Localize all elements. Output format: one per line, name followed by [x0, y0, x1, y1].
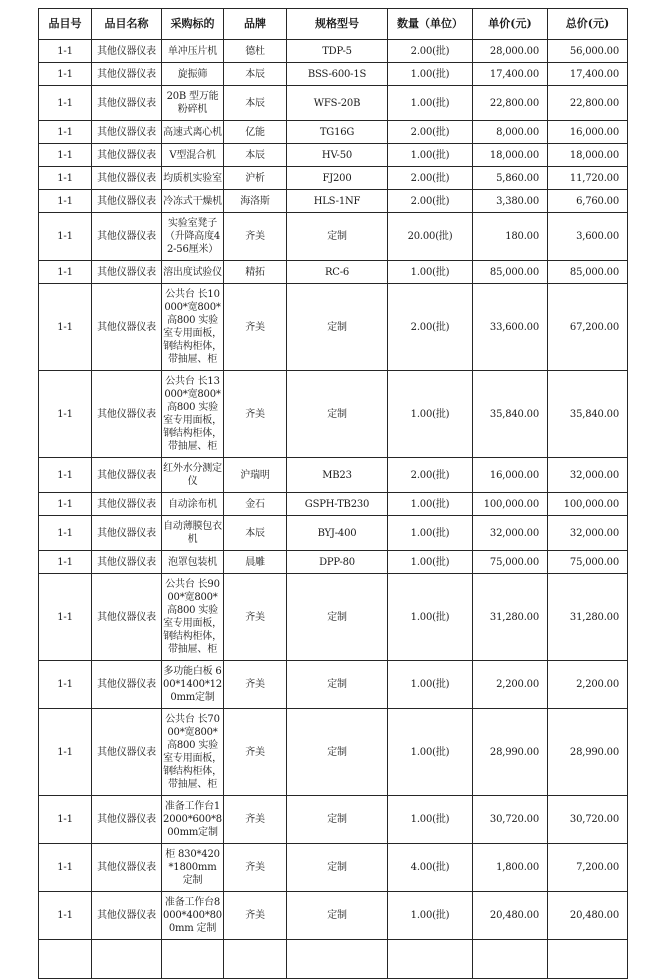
cell-brand: 沪析: [224, 167, 287, 190]
cell-brand: 金石: [224, 493, 287, 516]
cell-brand: 亿能: [224, 121, 287, 144]
table-row: [39, 284, 628, 371]
cell-procurement-target: [162, 940, 224, 979]
cell-brand: 本辰: [224, 516, 287, 551]
table-row: [39, 371, 628, 458]
table-row: [39, 709, 628, 796]
column-header-quantity-unit: 数量（单位）: [388, 9, 473, 40]
cell-unit-price: 180.00: [473, 213, 548, 261]
table-row: [39, 121, 628, 144]
cell-total-price: 17,400.00: [548, 63, 628, 86]
cell-procurement-target: 公共台 长7000*宽800*高800 实验室专用面板，钢结构柜体，带抽屉、柜: [162, 709, 224, 796]
cell-quantity: 1.00(批): [388, 516, 473, 551]
cell-total-price: 7,200.00: [548, 844, 628, 892]
cell-quantity: 2.00(批): [388, 284, 473, 371]
cell-item-no: 1-1: [39, 709, 92, 796]
cell-item-name: 其他仪器仪表: [92, 709, 162, 796]
cell-brand: [224, 940, 287, 979]
cell-spec-model: DPP-80: [287, 551, 388, 574]
cell-brand: 齐美: [224, 284, 287, 371]
cell-brand: 齐美: [224, 709, 287, 796]
cell-item-name: 其他仪器仪表: [92, 493, 162, 516]
cell-quantity: 1.00(批): [388, 86, 473, 121]
cell-unit-price: 20,480.00: [473, 892, 548, 940]
cell-spec-model: FJ200: [287, 167, 388, 190]
table-row: [39, 661, 628, 709]
table-row: [39, 892, 628, 940]
cell-spec-model: GSPH-TB230: [287, 493, 388, 516]
cell-item-name: 其他仪器仪表: [92, 661, 162, 709]
cell-total-price: 35,840.00: [548, 371, 628, 458]
cell-total-price: 2,200.00: [548, 661, 628, 709]
cell-brand: 齐美: [224, 892, 287, 940]
cell-item-no: [39, 940, 92, 979]
cell-brand: 海洛斯: [224, 190, 287, 213]
cell-quantity: 1.00(批): [388, 371, 473, 458]
cell-spec-model: BSS-600-1S: [287, 63, 388, 86]
table-row: [39, 190, 628, 213]
cell-item-no: 1-1: [39, 63, 92, 86]
cell-unit-price: 75,000.00: [473, 551, 548, 574]
cell-total-price: [548, 940, 628, 979]
cell-total-price: 32,000.00: [548, 516, 628, 551]
cell-item-no: 1-1: [39, 86, 92, 121]
table-row: [39, 844, 628, 892]
cell-item-no: 1-1: [39, 371, 92, 458]
table-row: [39, 144, 628, 167]
cell-spec-model: 定制: [287, 213, 388, 261]
table-row: [39, 261, 628, 284]
cell-quantity: 1.00(批): [388, 661, 473, 709]
cell-spec-model: RC-6: [287, 261, 388, 284]
cell-unit-price: 8,000.00: [473, 121, 548, 144]
cell-procurement-target: 旋振筛: [162, 63, 224, 86]
cell-item-no: 1-1: [39, 213, 92, 261]
cell-item-no: 1-1: [39, 167, 92, 190]
cell-brand: 晨雕: [224, 551, 287, 574]
cell-brand: 齐美: [224, 844, 287, 892]
cell-quantity: 4.00(批): [388, 844, 473, 892]
cell-quantity: 1.00(批): [388, 493, 473, 516]
cell-spec-model: 定制: [287, 709, 388, 796]
cell-item-no: 1-1: [39, 121, 92, 144]
column-header-procurement-target: 采购标的: [162, 9, 224, 40]
cell-item-no: 1-1: [39, 516, 92, 551]
cell-spec-model: MB23: [287, 458, 388, 493]
cell-unit-price: 3,380.00: [473, 190, 548, 213]
cell-total-price: 16,000.00: [548, 121, 628, 144]
table-row: [39, 63, 628, 86]
cell-unit-price: 16,000.00: [473, 458, 548, 493]
cell-spec-model: 定制: [287, 284, 388, 371]
cell-item-name: 其他仪器仪表: [92, 284, 162, 371]
table-row: [39, 458, 628, 493]
cell-quantity: 1.00(批): [388, 261, 473, 284]
cell-unit-price: 31,280.00: [473, 574, 548, 661]
cell-procurement-target: 准备工作台8000*400*800mm 定制: [162, 892, 224, 940]
cell-procurement-target: 单冲压片机: [162, 40, 224, 63]
cell-total-price: 75,000.00: [548, 551, 628, 574]
cell-procurement-target: 柜 830*420*1800mm 定制: [162, 844, 224, 892]
cell-spec-model: 定制: [287, 661, 388, 709]
cell-quantity: 1.00(批): [388, 63, 473, 86]
table-row-partial: [39, 940, 628, 979]
cell-spec-model: 定制: [287, 892, 388, 940]
table-row: [39, 516, 628, 551]
cell-spec-model: TDP-5: [287, 40, 388, 63]
cell-total-price: 3,600.00: [548, 213, 628, 261]
cell-procurement-target: 多功能白板 600*1400*120mm定制: [162, 661, 224, 709]
cell-item-name: 其他仪器仪表: [92, 551, 162, 574]
cell-spec-model: 定制: [287, 371, 388, 458]
cell-procurement-target: 实验室凳子（升降高度42-56厘米）: [162, 213, 224, 261]
cell-quantity: [388, 940, 473, 979]
cell-quantity: 1.00(批): [388, 892, 473, 940]
cell-item-name: 其他仪器仪表: [92, 144, 162, 167]
cell-item-no: 1-1: [39, 493, 92, 516]
cell-unit-price: 18,000.00: [473, 144, 548, 167]
cell-item-name: 其他仪器仪表: [92, 892, 162, 940]
cell-procurement-target: 溶出度试验仪: [162, 261, 224, 284]
cell-quantity: 1.00(批): [388, 574, 473, 661]
cell-item-name: 其他仪器仪表: [92, 574, 162, 661]
cell-total-price: 6,760.00: [548, 190, 628, 213]
cell-item-name: 其他仪器仪表: [92, 167, 162, 190]
cell-item-no: 1-1: [39, 458, 92, 493]
column-header-unit-price: 单价(元): [473, 9, 548, 40]
cell-total-price: 32,000.00: [548, 458, 628, 493]
cell-item-name: 其他仪器仪表: [92, 516, 162, 551]
column-header-total-price: 总价(元): [548, 9, 628, 40]
cell-procurement-target: 公共台 长13000*宽800*高800 实验室专用面板，钢结构柜体，带抽屉、柜: [162, 371, 224, 458]
cell-unit-price: 85,000.00: [473, 261, 548, 284]
cell-item-no: 1-1: [39, 40, 92, 63]
cell-brand: 德杜: [224, 40, 287, 63]
cell-procurement-target: 红外水分测定仪: [162, 458, 224, 493]
table-row: [39, 40, 628, 63]
cell-item-no: 1-1: [39, 551, 92, 574]
cell-brand: 沪瑞明: [224, 458, 287, 493]
cell-procurement-target: 公共台 长9000*宽800*高800 实验室专用面板，钢结构柜体，带抽屉、柜: [162, 574, 224, 661]
cell-item-no: 1-1: [39, 844, 92, 892]
cell-brand: 精拓: [224, 261, 287, 284]
cell-quantity: 1.00(批): [388, 551, 473, 574]
cell-item-name: 其他仪器仪表: [92, 121, 162, 144]
cell-brand: 本辰: [224, 86, 287, 121]
cell-spec-model: WFS-20B: [287, 86, 388, 121]
table-header-row: [39, 9, 628, 40]
cell-item-name: 其他仪器仪表: [92, 844, 162, 892]
column-header-brand: 品牌: [224, 9, 287, 40]
cell-spec-model: BYJ-400: [287, 516, 388, 551]
cell-quantity: 2.00(批): [388, 458, 473, 493]
cell-unit-price: 30,720.00: [473, 796, 548, 844]
cell-item-name: 其他仪器仪表: [92, 796, 162, 844]
cell-item-name: 其他仪器仪表: [92, 213, 162, 261]
table-row: [39, 213, 628, 261]
cell-procurement-target: 泡罩包装机: [162, 551, 224, 574]
cell-quantity: 1.00(批): [388, 144, 473, 167]
cell-total-price: 11,720.00: [548, 167, 628, 190]
column-header-item-no: 品目号: [39, 9, 92, 40]
cell-unit-price: 5,860.00: [473, 167, 548, 190]
cell-total-price: 31,280.00: [548, 574, 628, 661]
cell-item-no: 1-1: [39, 261, 92, 284]
cell-procurement-target: 冷冻式干燥机: [162, 190, 224, 213]
cell-unit-price: 100,000.00: [473, 493, 548, 516]
cell-spec-model: TG16G: [287, 121, 388, 144]
cell-total-price: 28,990.00: [548, 709, 628, 796]
cell-item-name: 其他仪器仪表: [92, 458, 162, 493]
column-header-spec-model: 规格型号: [287, 9, 388, 40]
cell-unit-price: 28,000.00: [473, 40, 548, 63]
cell-unit-price: 32,000.00: [473, 516, 548, 551]
cell-procurement-target: 准备工作台12000*600*800mm定制: [162, 796, 224, 844]
table-row: [39, 551, 628, 574]
procurement-table: [38, 8, 628, 979]
cell-total-price: 100,000.00: [548, 493, 628, 516]
cell-quantity: 2.00(批): [388, 121, 473, 144]
cell-total-price: 20,480.00: [548, 892, 628, 940]
column-header-item-name: 品目名称: [92, 9, 162, 40]
cell-item-name: 其他仪器仪表: [92, 371, 162, 458]
cell-total-price: 30,720.00: [548, 796, 628, 844]
cell-procurement-target: 均质机实验室: [162, 167, 224, 190]
cell-spec-model: 定制: [287, 844, 388, 892]
cell-item-no: 1-1: [39, 144, 92, 167]
cell-item-no: 1-1: [39, 190, 92, 213]
cell-item-no: 1-1: [39, 796, 92, 844]
cell-quantity: 2.00(批): [388, 40, 473, 63]
cell-spec-model: [287, 940, 388, 979]
cell-item-no: 1-1: [39, 661, 92, 709]
cell-item-name: 其他仪器仪表: [92, 40, 162, 63]
cell-brand: 齐美: [224, 796, 287, 844]
cell-spec-model: 定制: [287, 574, 388, 661]
cell-brand: 齐美: [224, 371, 287, 458]
cell-unit-price: 1,800.00: [473, 844, 548, 892]
cell-total-price: 67,200.00: [548, 284, 628, 371]
cell-procurement-target: 自动薄膜包衣机: [162, 516, 224, 551]
cell-item-no: 1-1: [39, 284, 92, 371]
table-row: [39, 574, 628, 661]
cell-item-name: 其他仪器仪表: [92, 63, 162, 86]
cell-unit-price: [473, 940, 548, 979]
cell-unit-price: 35,840.00: [473, 371, 548, 458]
table-row: [39, 86, 628, 121]
cell-quantity: 1.00(批): [388, 796, 473, 844]
cell-procurement-target: 公共台 长10000*宽800*高800 实验室专用面板，钢结构柜体，带抽屉、柜: [162, 284, 224, 371]
cell-total-price: 56,000.00: [548, 40, 628, 63]
cell-unit-price: 17,400.00: [473, 63, 548, 86]
cell-item-no: 1-1: [39, 574, 92, 661]
cell-unit-price: 2,200.00: [473, 661, 548, 709]
cell-quantity: 20.00(批): [388, 213, 473, 261]
cell-item-no: 1-1: [39, 892, 92, 940]
cell-item-name: [92, 940, 162, 979]
cell-total-price: 85,000.00: [548, 261, 628, 284]
cell-brand: 齐美: [224, 574, 287, 661]
cell-unit-price: 22,800.00: [473, 86, 548, 121]
cell-quantity: 1.00(批): [388, 709, 473, 796]
cell-unit-price: 33,600.00: [473, 284, 548, 371]
cell-item-name: 其他仪器仪表: [92, 86, 162, 121]
cell-brand: 齐美: [224, 213, 287, 261]
cell-item-name: 其他仪器仪表: [92, 190, 162, 213]
cell-total-price: 18,000.00: [548, 144, 628, 167]
cell-total-price: 22,800.00: [548, 86, 628, 121]
cell-brand: 本辰: [224, 144, 287, 167]
cell-quantity: 2.00(批): [388, 167, 473, 190]
cell-procurement-target: V型混合机: [162, 144, 224, 167]
cell-unit-price: 28,990.00: [473, 709, 548, 796]
cell-brand: 本辰: [224, 63, 287, 86]
table-row: [39, 796, 628, 844]
cell-spec-model: 定制: [287, 796, 388, 844]
cell-quantity: 2.00(批): [388, 190, 473, 213]
cell-spec-model: HLS-1NF: [287, 190, 388, 213]
table-row: [39, 167, 628, 190]
table-row: [39, 493, 628, 516]
cell-spec-model: HV-50: [287, 144, 388, 167]
cell-procurement-target: 高速式离心机: [162, 121, 224, 144]
cell-item-name: 其他仪器仪表: [92, 261, 162, 284]
cell-brand: 齐美: [224, 661, 287, 709]
cell-procurement-target: 自动涂布机: [162, 493, 224, 516]
cell-procurement-target: 20B 型万能粉碎机: [162, 86, 224, 121]
